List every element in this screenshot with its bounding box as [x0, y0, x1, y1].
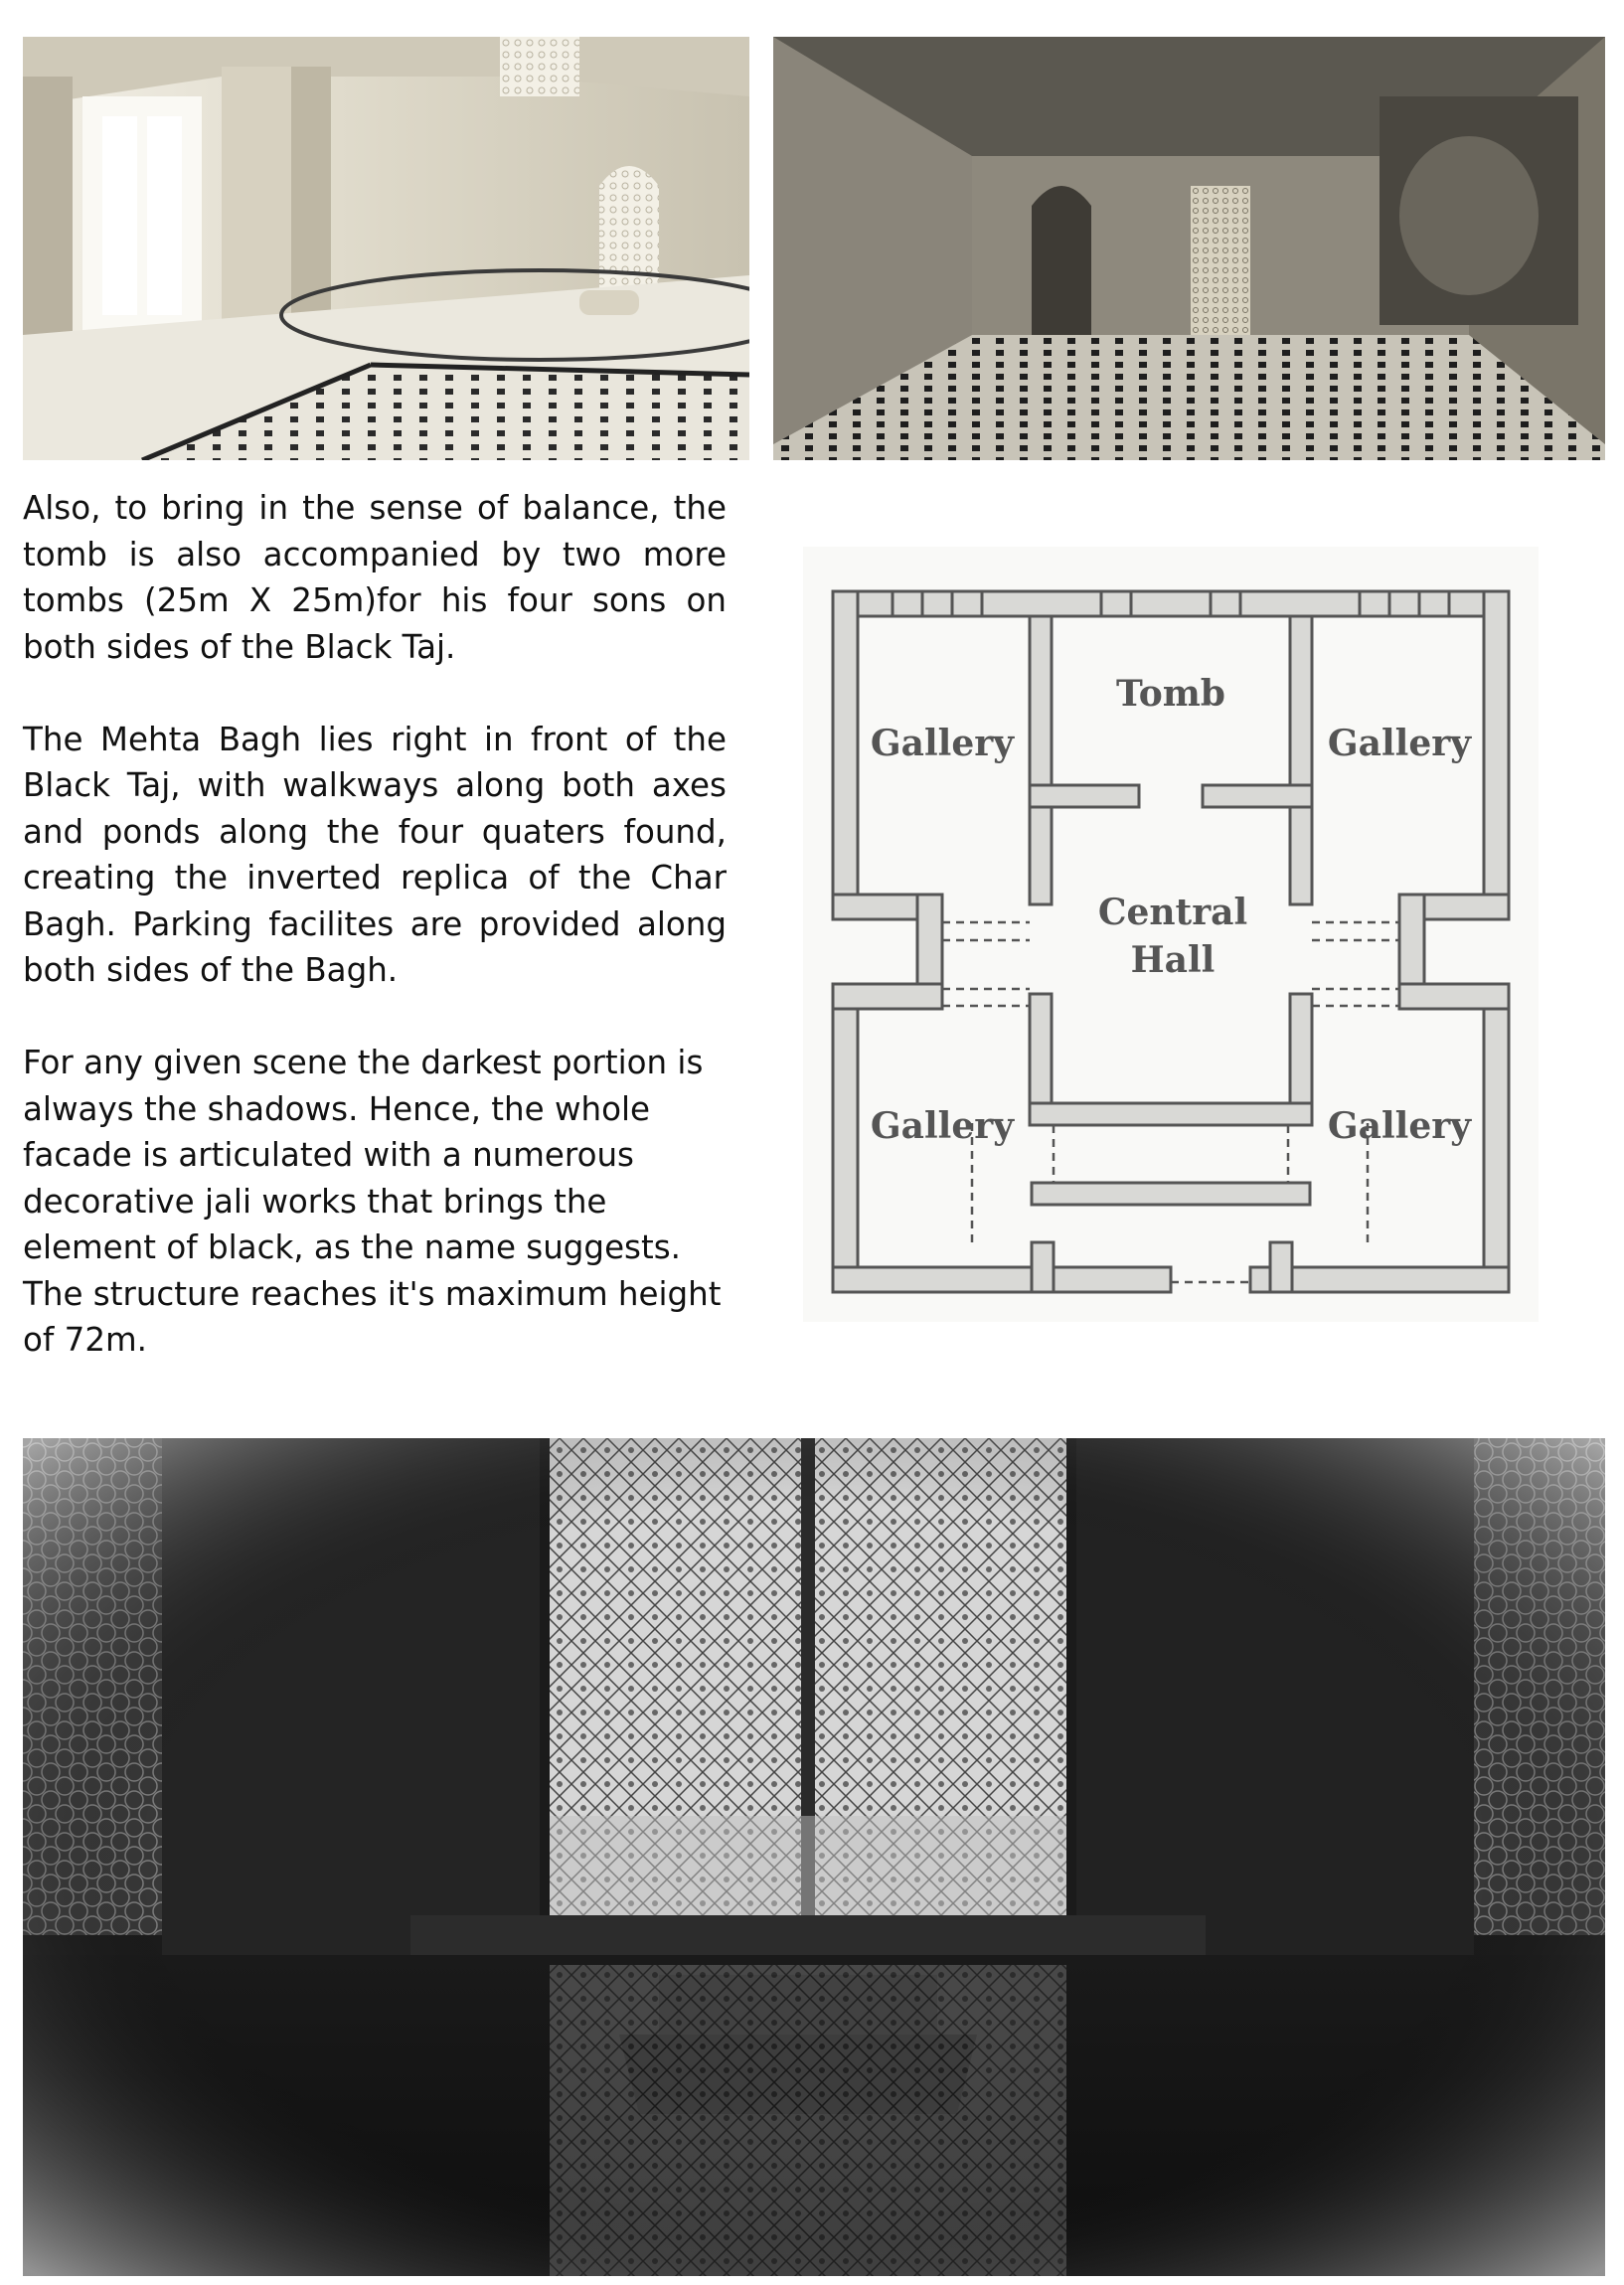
paragraph-balance: Also, to bring in the sense of balance, the tomb is also accompanied by two more tombs (25m X 25m)for his four sons on both sides of the Black Taj.	[23, 489, 727, 666]
label-hall: Hall	[1130, 939, 1216, 981]
label-gallery-bottom-left: Gallery	[870, 1105, 1015, 1147]
label-gallery-top-left: Gallery	[870, 723, 1015, 764]
label-gallery-top-right: Gallery	[1327, 723, 1472, 764]
corridor-render	[773, 37, 1605, 460]
jali-chamber-render	[23, 1438, 1605, 2276]
label-central: Central	[1097, 892, 1248, 933]
interior-render-bright	[23, 37, 749, 460]
label-gallery-bottom-right: Gallery	[1327, 1105, 1472, 1147]
floor-plan	[803, 547, 1539, 1322]
description-text	[23, 485, 727, 1409]
label-tomb: Tomb	[1116, 673, 1225, 715]
paragraph-shadows: For any given scene the darkest portion is always the shadows. Hence, the whole facade is articulated with a numerous decorative jali works that brings the element of black, as the name suggests. The structure reaches it's maximum height of 72m.	[23, 1044, 722, 1359]
paragraph-mehta-bagh: The Mehta Bagh lies right in front of the Black Taj, with walkways along both axes and ponds along the four quaters found, creating the inverted replica of the Char Bagh. Parking facilites are provided along both sides of the Bagh.	[23, 720, 727, 989]
